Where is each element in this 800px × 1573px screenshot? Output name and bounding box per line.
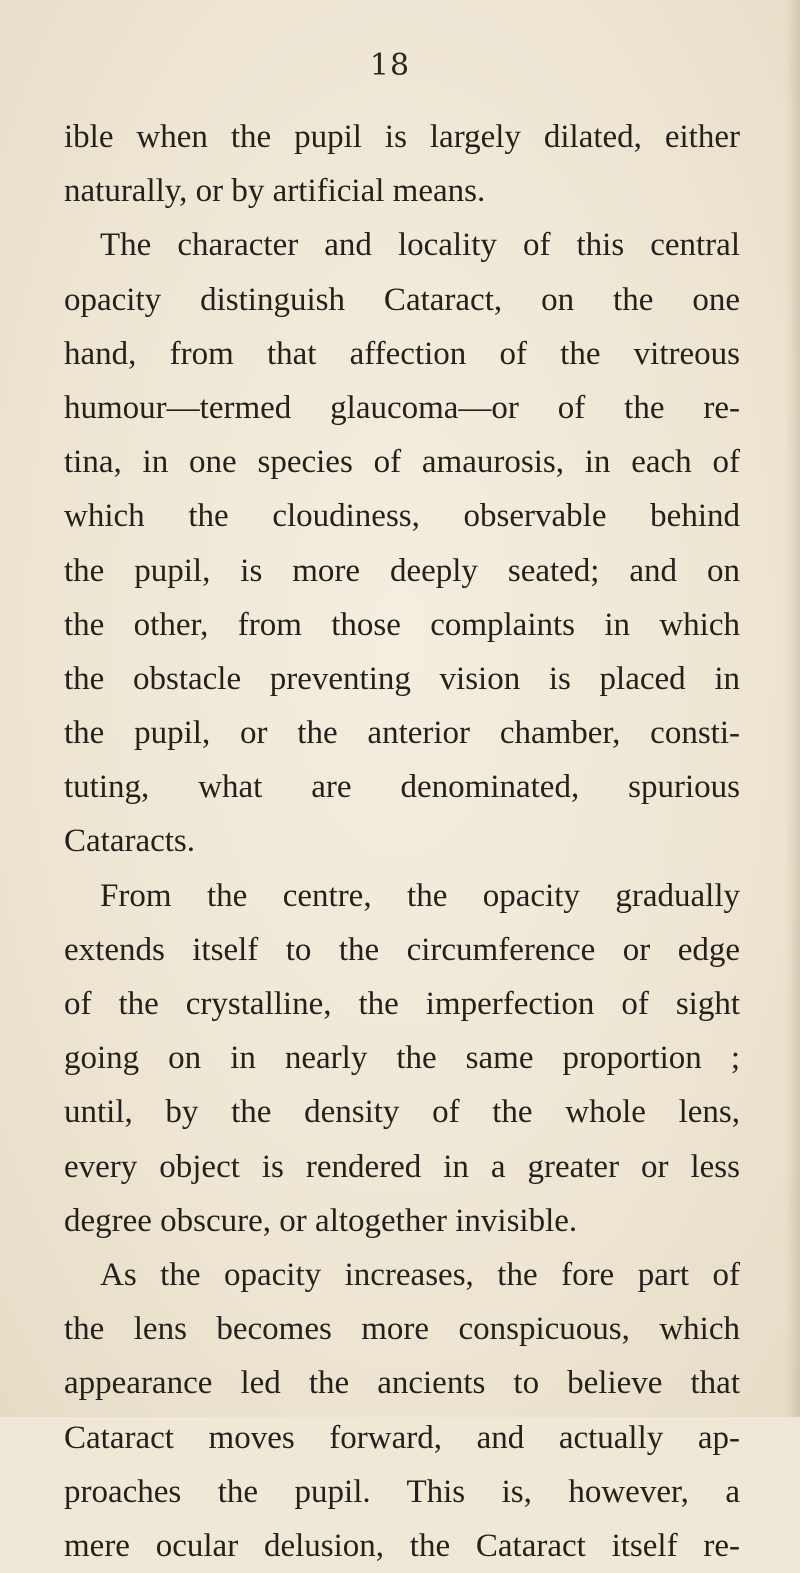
text-line: humour—termed glaucoma—or of the re- [64, 389, 740, 426]
text-line: the other, from those complaints in which [64, 606, 740, 643]
text-line: the pupil, or the anterior chamber, consti- [64, 715, 740, 752]
text-line: mere ocular delusion, the Cataract itself re- [64, 1527, 740, 1564]
text-line: degree obscure, or altogether invisible. [64, 1202, 578, 1239]
text-line: of the crystalline, the imperfection of sight [64, 986, 740, 1022]
text-line: going on in nearly the same proportion ; [64, 1040, 740, 1077]
text-line: the pupil, is more deeply seated; and on [64, 552, 740, 589]
text-line: tuting, what are denominated, spurious [64, 769, 740, 806]
text-line: hand, from that affection of the vitreous [64, 335, 740, 372]
text-line: the lens becomes more conspicuous, which [64, 1311, 740, 1348]
text-line: The character and locality of this central [100, 227, 740, 264]
text-line: ible when the pupil is largely dilated, either [64, 119, 740, 155]
page-number: 18 [369, 48, 411, 83]
text-line: the obstacle preventing vision is placed in [64, 660, 740, 697]
text-line: which the cloudiness, observable behind [64, 498, 740, 535]
text-line: Cataract moves forward, and actually ap- [64, 1419, 740, 1456]
body-text [64, 110, 740, 1573]
text-line: naturally, or by artificial means. [64, 173, 486, 210]
text-line: until, by the density of the whole lens, [64, 1094, 740, 1131]
text-line: appearance led the ancients to believe that [64, 1365, 740, 1402]
text-line: Cataracts. [64, 823, 196, 860]
text-line: opacity distinguish Cataract, on the one [64, 281, 740, 318]
text-line: As the opacity increases, the fore part of [100, 1256, 740, 1293]
text-line: every object is rendered in a greater or less [64, 1148, 740, 1185]
text-line: extends itself to the circumference or edge [64, 931, 740, 968]
text-line: tina, in one species of amaurosis, in each of [64, 444, 740, 481]
text-line: From the centre, the opacity gradually [100, 877, 740, 914]
text-line: proaches the pupil. This is, however, a [64, 1473, 740, 1510]
page-edge-shadow [786, 0, 800, 1417]
